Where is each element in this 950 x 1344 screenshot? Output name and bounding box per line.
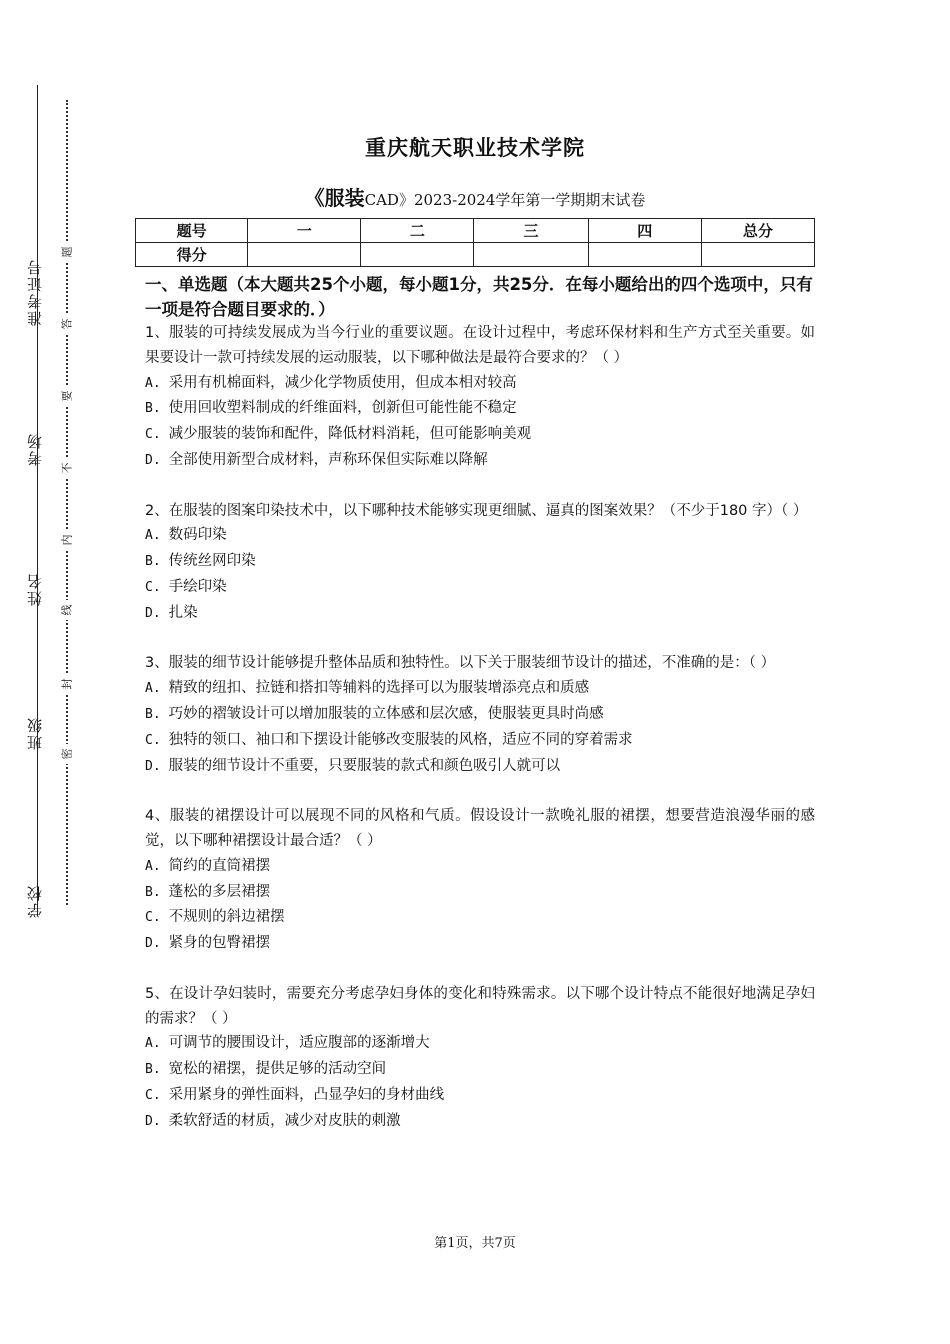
margin-label-name: 姓名 [25, 572, 44, 606]
option-text: 精致的纽扣、拉链和搭扣等辅料的选择可以为服装增添亮点和质感 [168, 680, 590, 697]
option-a [145, 523, 815, 549]
option-text: 使用回收塑料制成的纤维面料，创新但可能性能不稳定 [168, 400, 517, 417]
option-letter: B. [145, 401, 161, 417]
option-letter: D. [145, 1113, 161, 1129]
score-cell [474, 243, 588, 267]
option-letter: A. [145, 528, 161, 544]
option-letter: C. [145, 427, 161, 443]
option-b [145, 549, 815, 575]
question-stem: 4、服装的裙摆设计可以展现不同的风格和气质。假设设计一款晚礼服的裙摆，想要营造浪漫华丽的感觉，以下哪种裙摆设计最合适？（ ） [145, 808, 815, 849]
exam-title [0, 182, 950, 211]
option-letter: A. [145, 1036, 161, 1052]
score-header-cell: 二 [361, 219, 474, 243]
option-text: 简约的直筒裙摆 [168, 857, 271, 874]
option-text: 传统丝网印染 [168, 553, 256, 570]
option-d [145, 754, 815, 780]
option-letter: A. [145, 681, 161, 697]
option-d [145, 601, 815, 627]
option-d [145, 1109, 815, 1135]
option-text: 数码印染 [168, 527, 227, 544]
question-4 [145, 804, 815, 957]
option-text: 不规则的斜边裙摆 [168, 909, 285, 926]
option-text: 蓬松的多层裙摆 [168, 883, 271, 900]
option-d [145, 448, 815, 474]
seal-char: 封 [59, 674, 73, 694]
section-heading: 一、单选题（本大题共25个小题，每小题1分，共25分．在每小题给出的四个选项中，只有一项是符合题目要求的．） [145, 275, 813, 319]
margin-field-name [22, 572, 46, 606]
score-cell [701, 243, 814, 267]
binding-dotted-line [66, 100, 68, 905]
score-cell [588, 243, 701, 267]
option-letter: B. [145, 554, 161, 570]
option-text: 紧身的包臀裙摆 [168, 935, 271, 952]
option-text: 减少服装的装饰和配件，降低材料消耗，但可能影响美观 [168, 426, 532, 443]
option-letter: A. [145, 858, 161, 874]
option-letter: C. [145, 1087, 161, 1103]
option-b [145, 880, 815, 906]
margin-label-ticket: 准考证号 [25, 258, 44, 326]
question-stem: 2、在服装的图案印染技术中，以下哪种技术能够实现更细腻、逼真的图案效果？（不少于180 字）（ ） [145, 502, 808, 519]
score-row-label: 得分 [136, 243, 248, 267]
option-text: 采用紧身的弹性面料，凸显孕妇的身材曲线 [168, 1086, 445, 1103]
question-stem: 5、在设计孕妇装时，需要充分考虑孕妇身体的变化和特殊需求。以下哪个设计特点不能很好地满足孕妇的需求？（ ） [145, 985, 815, 1027]
option-c [145, 1083, 815, 1109]
margin-label-school: 学校 [25, 884, 44, 918]
option-text: 柔软舒适的材质，减少对皮肤的刺激 [168, 1112, 401, 1129]
seal-char: 密 [59, 744, 73, 764]
score-table-score-row [136, 243, 815, 267]
option-text: 采用有机棉面料，减少化学物质使用，但成本相对较高 [168, 374, 517, 391]
score-header-cell: 一 [248, 219, 361, 243]
option-text: 独特的领口、袖口和下摆设计能够改变服装的风格，适应不同的穿着需求 [168, 731, 633, 748]
score-cell [361, 243, 474, 267]
seal-char: 线 [59, 600, 73, 620]
exam-title-course: 《服装 [304, 186, 365, 210]
question-1 [145, 321, 815, 474]
option-d [145, 931, 815, 957]
option-b [145, 702, 815, 728]
option-letter: D. [145, 452, 161, 468]
option-letter: D. [145, 936, 161, 952]
option-b [145, 1057, 815, 1083]
option-c [145, 728, 815, 754]
option-a [145, 1031, 815, 1057]
option-c [145, 575, 815, 601]
score-table [135, 218, 815, 267]
exam-title-rest: CAD》2023-2024学年第一学期期末试卷 [364, 191, 646, 209]
option-letter: D. [145, 758, 161, 774]
option-text: 服装的细节设计不重要，只要服装的款式和颜色吸引人就可以 [168, 757, 561, 774]
option-c [145, 905, 815, 931]
seal-char: 答 [59, 314, 73, 334]
seal-char: 不 [59, 458, 73, 478]
option-text: 巧妙的褶皱设计可以增加服装的立体感和层次感，使服装更具时尚感 [168, 705, 604, 722]
option-text: 扎染 [168, 604, 198, 621]
seal-char: 要 [59, 386, 73, 406]
score-cell [248, 243, 361, 267]
option-letter: B. [145, 884, 161, 900]
page-footer: 第1页，共7页 [434, 1236, 516, 1251]
question-2 [145, 499, 815, 627]
score-header-cell: 三 [474, 219, 588, 243]
margin-field-class [22, 716, 46, 750]
question-3 [145, 651, 815, 779]
school-title: 重庆航天职业技术学院 [365, 136, 585, 160]
seal-char: 内 [59, 530, 73, 550]
margin-label-room: 考场 [25, 432, 44, 466]
option-text: 可调节的腰围设计，适应腹部的逐渐增大 [168, 1035, 430, 1052]
score-header-cell: 总分 [701, 219, 814, 243]
margin-field-school [22, 884, 46, 918]
option-text: 宽松的裙摆，提供足够的活动空间 [168, 1061, 387, 1078]
option-letter: C. [145, 732, 161, 748]
option-a [145, 854, 815, 880]
option-letter: C. [145, 910, 161, 926]
question-list [145, 321, 815, 1159]
margin-field-ticket [22, 258, 46, 326]
option-letter: B. [145, 706, 161, 722]
score-header-cell: 四 [588, 219, 701, 243]
option-b [145, 396, 815, 422]
score-table-header-row [136, 219, 815, 243]
question-stem: 3、服装的细节设计能够提升整体品质和独特性。以下关于服装细节设计的描述，不准确的是：（ ） [145, 655, 776, 672]
option-a [145, 676, 815, 702]
option-a [145, 371, 815, 397]
score-header-cell: 题号 [136, 219, 248, 243]
option-letter: B. [145, 1062, 161, 1078]
option-letter: A. [145, 375, 161, 391]
margin-label-class: 班级 [25, 716, 44, 750]
option-letter: C. [145, 579, 161, 595]
question-stem: 1、服装的可持续发展成为当今行业的重要议题。在设计过程中，考虑环保材料和生产方式至关重要。如果要设计一款可持续发展的运动服装，以下哪种做法是最符合要求的？（ ） [145, 325, 815, 366]
option-text: 全部使用新型合成材料，声称环保但实际难以降解 [168, 451, 488, 468]
seal-char: 题 [59, 242, 73, 262]
option-letter: D. [145, 605, 161, 621]
option-c [145, 422, 815, 448]
question-5 [145, 982, 815, 1135]
margin-field-room [22, 432, 46, 466]
option-text: 手绘印染 [168, 578, 227, 595]
